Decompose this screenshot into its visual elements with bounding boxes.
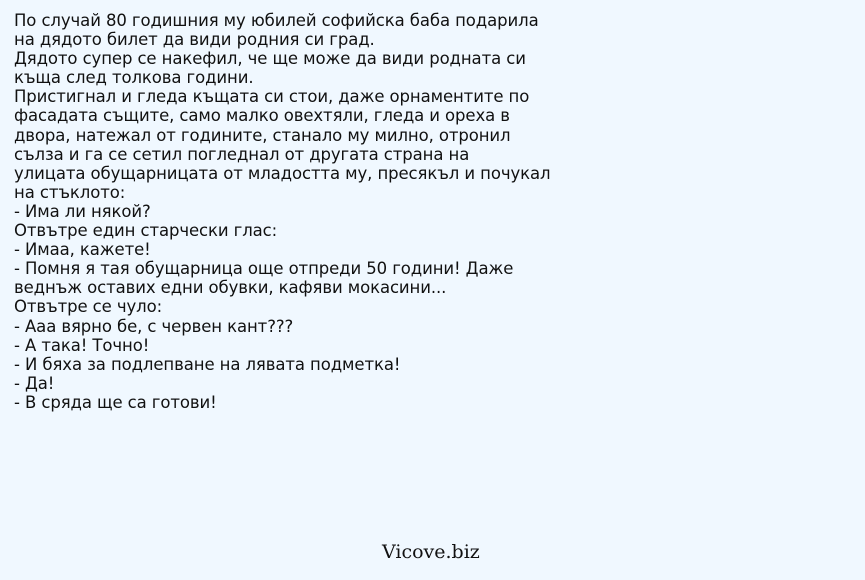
joke-line: къща след толкова години. xyxy=(14,68,254,88)
joke-line: двора, натежал от годините, станало му милно, отронил xyxy=(14,125,511,145)
joke-line: - В сряда ще са готови! xyxy=(14,392,217,412)
joke-line: - Имаа, кажете! xyxy=(14,240,151,260)
joke-line: - Ааа вярно бе, с червен кант??? xyxy=(14,316,294,336)
joke-line: - Има ли някой? xyxy=(14,201,151,221)
joke-line: - Да! xyxy=(14,373,55,393)
joke-line: Пристигнал и гледа къщата си стои, даже орнаментите по xyxy=(14,87,530,107)
joke-line: на дядото билет да види родния си град. xyxy=(14,30,375,50)
joke-line: фасадата същите, само малко овехтяли, гледа и ореха в xyxy=(14,106,510,126)
joke-line: на стъклото: xyxy=(14,182,126,202)
joke-line: По случай 80 годишния му юбилей софийска баба подарила xyxy=(14,11,539,30)
joke-line: Отвътре един старчески глас: xyxy=(14,221,278,241)
joke-line: сълза и га се сетил погледнал от другата страна на xyxy=(14,144,470,164)
site-watermark: Vicove.biz xyxy=(382,541,480,563)
joke-line: Отвътре се чуло: xyxy=(14,297,163,317)
joke-line: веднъж оставих едни обувки, кафяви мокасини... xyxy=(14,278,447,298)
joke-line: улицата обущарницата от младостта му, пресякъл и почукал xyxy=(14,163,551,183)
joke-line: - И бяха за подлепване на лявата подметка! xyxy=(14,354,401,374)
joke-text xyxy=(14,11,854,412)
joke-line: Дядото супер се накефил, че ще може да види родната си xyxy=(14,49,526,69)
joke-line: - Помня я тая обущарница още отпреди 50 години! Даже xyxy=(14,259,514,279)
joke-line: - А така! Точно! xyxy=(14,335,150,355)
